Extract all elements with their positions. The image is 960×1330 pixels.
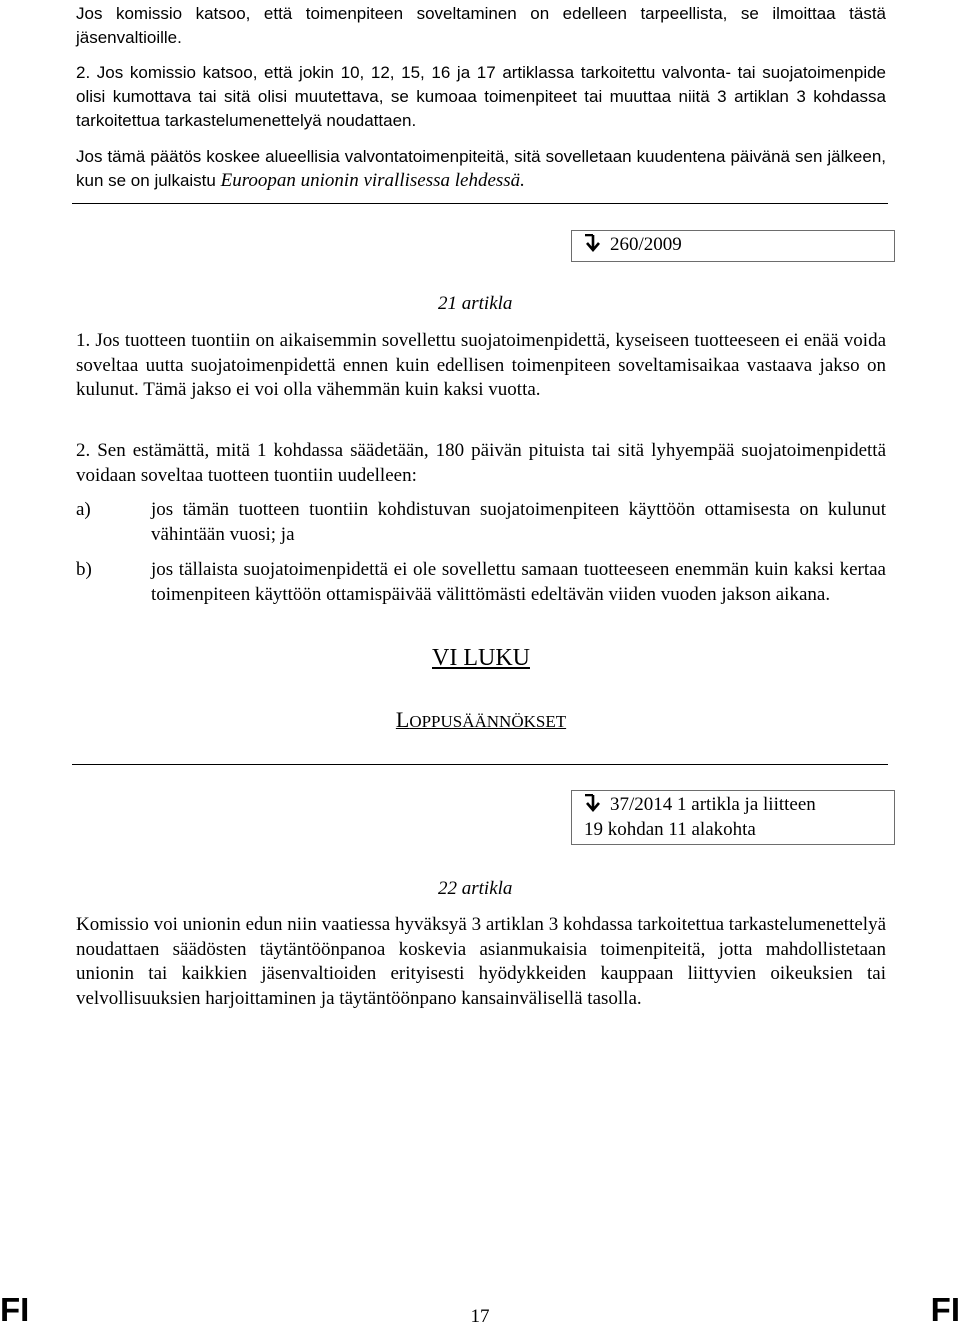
chapter-subtitle — [76, 705, 886, 737]
article-21-heading: 21 artikla — [438, 293, 513, 314]
article-21-paragraph-2: 2. Sen estämättä, mitä 1 kohdassa säädetään, 180 päivän pituista tai sitä lyhyempää suojatoimenpidettä voidaan soveltaa tuotteen tuontiin uudelleen: — [76, 440, 886, 486]
list-item-b-text: jos tällaista suojatoimenpidettä ei ole sovellettu samaan tuotteeseen enemmän kuin kaksi kertaa toimenpiteen käyttöön ottamispäivää välittömästi edeltävän viiden vuoden jakson aikana. — [151, 559, 886, 605]
paragraph-continued: Jos komissio katsoo, että toimenpiteen soveltaminen on edelleen tarpeellista, se ilmoittaa tästä jäsenvaltioille. — [76, 4, 886, 47]
article-22-heading: 22 artikla — [438, 878, 513, 899]
separator-line-middle — [72, 764, 888, 765]
list-item-b — [76, 558, 886, 607]
list-item-a-text: jos tämän tuotteen tuontiin kohdistuvan suojatoimenpiteen käyttöön ottamisesta on kulunut vähintään vuosi; ja — [151, 499, 886, 545]
down-arrow-icon — [584, 234, 602, 252]
journal-title: Euroopan unionin virallisessa lehdessä. — [220, 170, 525, 191]
source-reference-37-line-2: 19 kohdan 11 alakohta — [584, 818, 756, 840]
list-item-a-label: a) — [76, 499, 91, 520]
paragraph-3-text: Jos tämä päätös koskee alueellisia valvontatoimenpiteitä, sitä sovelletaan kuudentena päivänä sen jälkeen, kun se on julkaistu — [76, 147, 886, 190]
chapter-title: VI LUKU — [432, 645, 530, 671]
chapter-subtitle-initial: L — [395, 707, 410, 732]
separator-line-top — [72, 203, 888, 204]
page-number: 17 — [470, 1306, 490, 1327]
chapter-subtitle-rest: OPPUSÄÄNNÖKSET — [409, 712, 567, 731]
paragraph-2: 2. Jos komissio katsoo, että jokin 10, 12, 15, 16 ja 17 artiklassa tarkoitettu valvonta- tai suojatoimenpide olisi kumottava tai sitä olisi muutettava, se kumoaa toimenpiteet tai muuttaa niitä 3 artiklan 3 kohdassa tarkoitettua tarkastelumenettelyä noudattaen. — [76, 63, 886, 130]
article-21-paragraph-1: 1. Jos tuotteen tuontiin on aikaisemmin sovellettu suojatoimenpidettä, kyseiseen tuotteeseen ei enää voida soveltaa uutta suojatoimenpidettä ennen kuin edellisen toimenpiteen soveltamisaikaa vastaava jakso on kulunut. Tämä jakso ei voi olla vähemmän kuin kaksi vuotta. — [76, 330, 886, 400]
source-reference-box-260 — [571, 230, 895, 262]
list-item-b-label: b) — [76, 559, 92, 580]
article-22-paragraph: Komissio voi unionin edun niin vaatiessa hyväksyä 3 artiklan 3 kohdassa tarkoitettua tarkastelumenettelyä noudattaen säädösten täytäntöönpanoa koskevia asianmukaisia toimenpiteitä, jotta mahdollistetaan unionin tai kaikkien jäsenvaltioiden erityisesti hyödykkeiden kauppaan liittyvien oikeuksien tai velvollisuuksien harjoittaminen ja täytäntöönpano kansainvälisellä tasolla. — [76, 914, 886, 1009]
source-reference-box-37 — [571, 790, 895, 845]
source-reference-260: 260/2009 — [610, 234, 682, 255]
source-reference-37-line-1: 37/2014 1 artikla ja liitteen — [610, 794, 816, 815]
list-item-a — [76, 498, 886, 547]
paragraph-3 — [76, 145, 886, 194]
footer-language-right: FI — [930, 1291, 960, 1328]
down-arrow-icon — [584, 794, 602, 812]
footer-language-left: FI — [0, 1291, 30, 1328]
